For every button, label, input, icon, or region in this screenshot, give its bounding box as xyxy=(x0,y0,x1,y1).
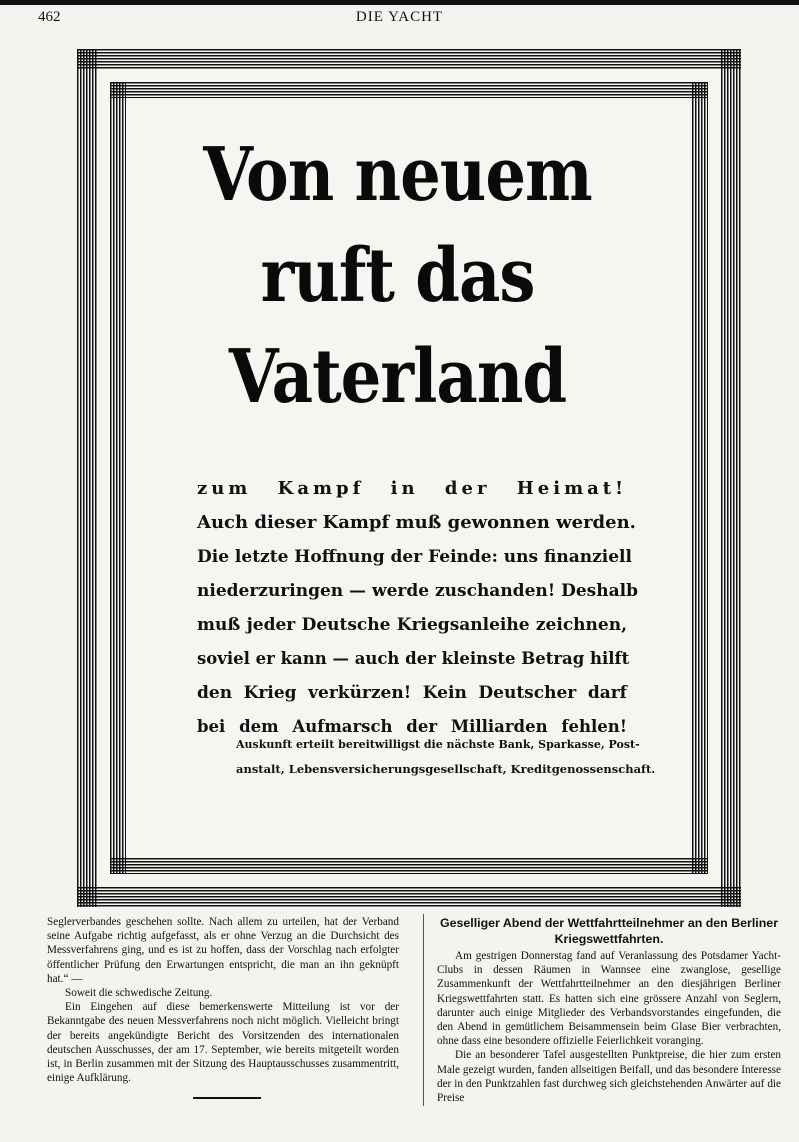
left-paragraph: Ein Eingehen auf diese bemerkenswerte Mitteilung ist vor der Bekanntgabe des neuen Messverfahrens noch nicht möglich. Vielleicht bringt der bereits angekündigte Bericht des Vorsitzenden des internationalen deutschen Ausschusses, der am 17. September, wie bereits mitgeteilt worden ist, in Berlin zusammen mit der Sitzung des Hauptausschusses zusammentritt, einige Aufklärung. xyxy=(47,1001,399,1085)
left-column xyxy=(47,915,399,1085)
frame-outer-bottom xyxy=(77,887,741,907)
body-line: soviel er kann — auch der kleinste Betrag hilft xyxy=(197,649,630,668)
frame-outer-top xyxy=(77,49,741,69)
column-divider xyxy=(423,914,424,1106)
headline-line-3: Vaterland xyxy=(228,334,567,421)
body-line: muß jeder Deutsche Kriegsanleihe zeichnen, xyxy=(197,615,627,635)
headline-line-1: Von neuem xyxy=(203,132,592,219)
body-line: niederzuringen — werde zuschanden! Deshalb xyxy=(197,581,638,601)
page-number: 462 xyxy=(38,9,61,25)
fine-print-line: Auskunft erteilt bereitwilligst die nächste Bank, Sparkasse, Post- xyxy=(236,738,640,751)
advertisement-headline xyxy=(115,125,680,428)
headline-line-2: ruft das xyxy=(260,233,535,320)
left-paragraph: Soweit die schwedische Zeitung. xyxy=(65,987,213,1000)
top-rule xyxy=(0,0,799,5)
frame-inner-right xyxy=(692,82,708,874)
advertisement-body xyxy=(197,472,638,744)
right-paragraph: Am gestrigen Donnerstag fand auf Veranlassung des Potsdamer Yacht-Clubs in dessen Räumen in Wannsee eine zwanglose, gesellige Zusammenkunft der Wettfahrtteilnehmer an den diesjährigen Berliner Kriegswettfahrten statt. Es hatten sich eine grössere Anzahl von Seglern, darunter auch einige Mitglieder des Verbandsvorstandes eingefunden, die den Abend in gemütlichem Beisammensein beim Glase Bier verbrachten, ohne dass eine besondere offizielle Feierlichkeit voranging. xyxy=(437,950,781,1048)
body-line: bei dem Aufmarsch der Milliarden fehlen! xyxy=(197,717,627,736)
frame-inner-top xyxy=(110,82,708,98)
left-paragraph: Seglerverbandes geschehen sollte. Nach allem zu urteilen, hat der Verband seine Aufgabe richtig aufgefasst, als er ohne Verzug an die Durchsicht des Messverfahrens ging, und es ist zu hoffen, dass der Vorschlag nach erfolgter öffentlicher Prüfung den Erwartungen entspricht, die man an ihn geknüpft hat.“ — xyxy=(47,916,399,985)
frame-outer-left xyxy=(77,49,97,907)
article-end-rule xyxy=(193,1097,261,1099)
frame-inner-bottom xyxy=(110,858,708,874)
advertisement-fine-print xyxy=(236,733,656,781)
body-line: den Krieg verkürzen! Kein Deutscher darf xyxy=(197,683,627,703)
body-line: Die letzte Hoffnung der Feinde: uns finanziell xyxy=(197,547,632,567)
body-line: Auch dieser Kampf muß gewonnen werden. xyxy=(197,512,636,533)
fine-print-line: anstalt, Lebensversicherungsgesellschaft, Kreditgenossenschaft. xyxy=(236,762,656,776)
right-column xyxy=(437,915,781,1105)
right-paragraph: Die an besonderer Tafel ausgestellten Punktpreise, die hier zum ersten Male gezeigt wurden, fanden allseitigen Beifall, und das besondere Interesse der in den Punktzahlen fast durchweg sich gleichstehenden Anwärter auf die Preise xyxy=(437,1049,781,1105)
frame-outer-right xyxy=(721,49,741,907)
body-line: zum Kampf in der Heimat! xyxy=(197,478,627,499)
article-heading: Geselliger Abend der Wettfahrtteilnehmer an den Berliner Kriegswettfahrten. xyxy=(439,916,779,946)
running-head: DIE YACHT xyxy=(355,9,444,25)
